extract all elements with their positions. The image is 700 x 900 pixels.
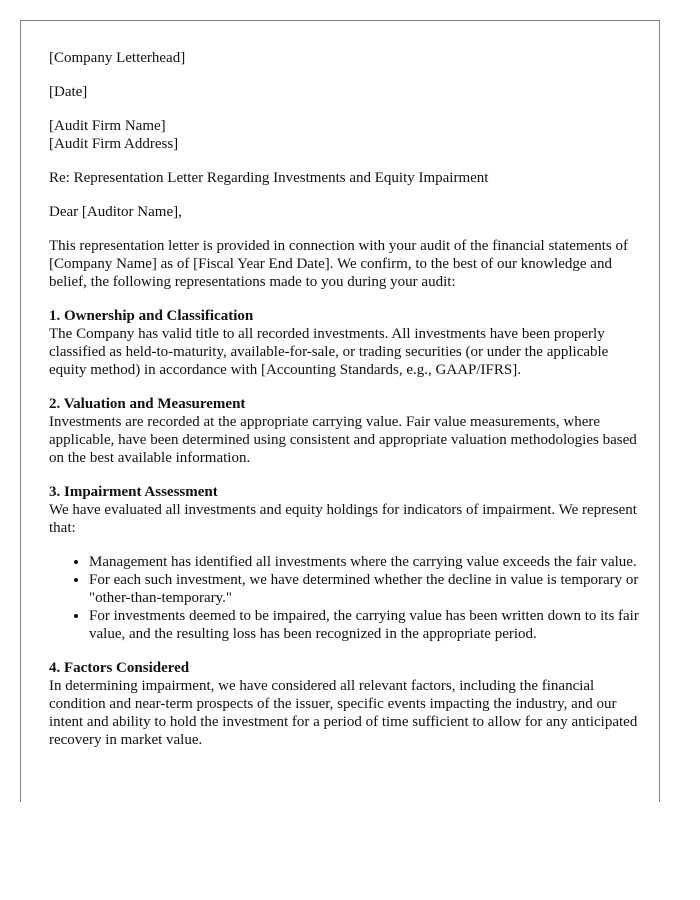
letter-date: [Date] xyxy=(49,84,88,100)
section-body: In determining impairment, we have considered all relevant factors, including the financial condition and near-term prospects of the issuer, specific events impacting the industry, and our intent and ability to hold the investment for a period of time sufficient to allow for any anticipated recovery in market value. xyxy=(49,678,638,748)
recipient-address-block xyxy=(49,117,639,153)
audit-firm-name: [Audit Firm Name] xyxy=(49,118,166,134)
list-item: • Management has identified all investments where the carrying value exceeds the fair value. xyxy=(89,553,639,571)
section-body: Investments are recorded at the appropriate carrying value. Fair value measurements, where applicable, have been determined using consistent and appropriate valuation methodologies based on the best available information. xyxy=(49,414,637,466)
section-valuation-measurement xyxy=(49,395,639,467)
section-impairment-assessment xyxy=(49,483,639,643)
letter-content xyxy=(49,49,639,765)
salutation: Dear [Auditor Name], xyxy=(49,204,182,220)
section-body: The Company has valid title to all recorded investments. All investments have been properly classified as held-to-maturity, available-for-sale, or trading securities (or under the applicable equity method) in accordance with [Accounting Standards, e.g., GAAP/IFRS]. xyxy=(49,326,609,378)
intro-paragraph: This representation letter is provided in connection with your audit of the financial statements of [Company Name] as of [Fiscal Year End Date]. We confirm, to the best of our knowledge and belief, the following representations made to you during your audit: xyxy=(49,238,629,290)
impairment-bullet-list xyxy=(49,553,639,643)
section-title: 2. Valuation and Measurement xyxy=(49,396,246,412)
letter-page xyxy=(20,20,660,802)
section-title: 1. Ownership and Classification xyxy=(49,308,254,324)
audit-firm-address: [Audit Firm Address] xyxy=(49,136,179,152)
list-item: • For investments deemed to be impaired, the carrying value has been written down to its fair value, and the resulting loss has been recognized in the appropriate period. xyxy=(89,607,639,643)
section-factors-considered xyxy=(49,659,639,749)
list-item: • For each such investment, we have determined whether the decline in value is temporary or "other-than-temporary." xyxy=(89,571,639,607)
subject-line: Re: Representation Letter Regarding Investments and Equity Impairment xyxy=(49,170,489,186)
section-ownership-classification xyxy=(49,307,639,379)
section-body: We have evaluated all investments and equity holdings for indicators of impairment. We represent that: xyxy=(49,502,637,536)
section-title: 4. Factors Considered xyxy=(49,660,190,676)
section-title: 3. Impairment Assessment xyxy=(49,484,218,500)
company-letterhead: [Company Letterhead] xyxy=(49,50,186,66)
